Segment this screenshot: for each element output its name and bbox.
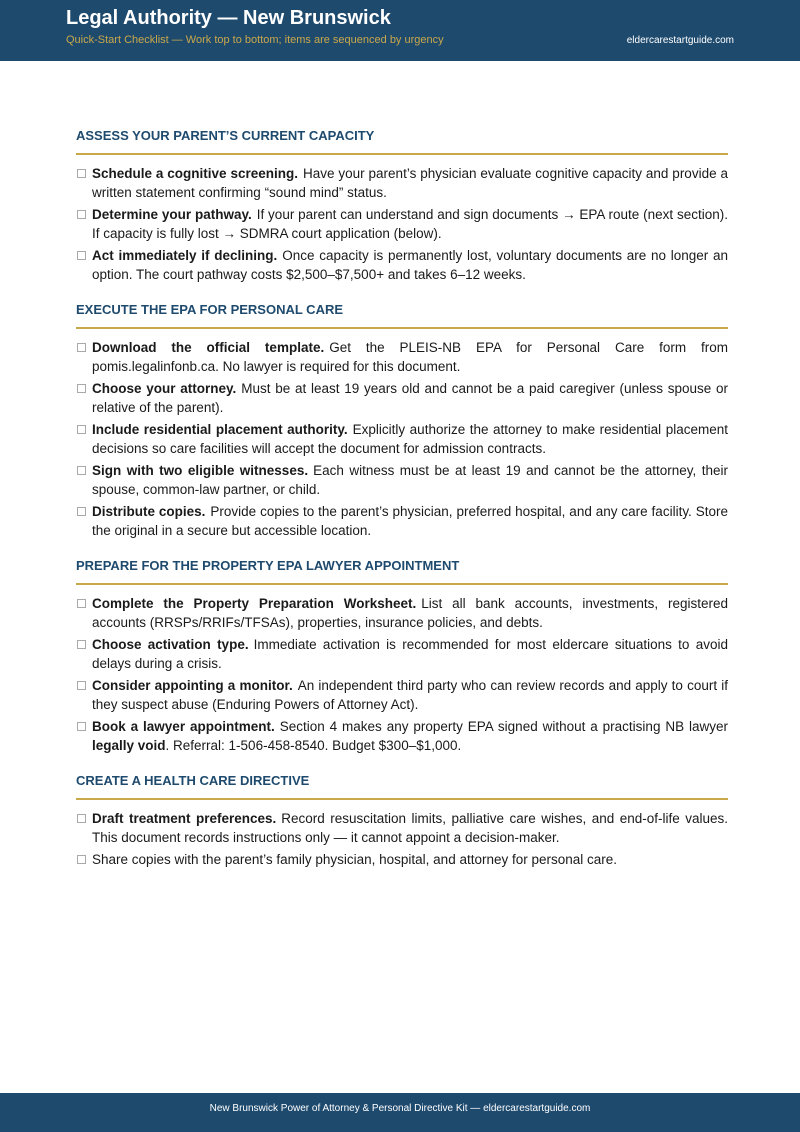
item-text: Have your parent’s physician evaluate cognitive capacity and provide a written statement confirming “sound mind” status.: [92, 166, 728, 200]
item-title: Download the official template.: [92, 340, 325, 355]
checkbox-icon[interactable]: [77, 640, 86, 649]
item-text: Each witness must be at least 19 and cannot be the attorney, their spouse, common-law partner, or child.: [92, 463, 728, 497]
section-heading: EXECUTE THE EPA FOR PERSONAL CARE: [76, 302, 728, 329]
checkbox-icon[interactable]: [77, 425, 86, 434]
item-title: Consider appointing a monitor.: [92, 678, 293, 693]
checklist-item: [76, 380, 728, 417]
section-heading: ASSESS YOUR PARENT’S CURRENT CAPACITY: [76, 128, 728, 155]
section-execute-epa: [76, 302, 728, 540]
checklist-item: [76, 206, 728, 243]
section-heading: CREATE A HEALTH CARE DIRECTIVE: [76, 773, 728, 800]
item-text: List all bank accounts, investments, registered accounts (RRSPs/RRIFs/TFSAs), properties, insurance policies, and debts.: [92, 596, 728, 630]
checklist-item: [76, 247, 728, 284]
item-text: Explicitly authorize the attorney to make residential placement decisions so care facilities will accept the document for admission contracts.: [92, 422, 728, 456]
item-title: Act immediately if declining.: [92, 248, 278, 263]
checklist-item: [76, 718, 728, 755]
item-text: Once capacity is permanently lost, voluntary documents are no longer an option. The court pathway costs $2,500–$7,500+ and takes 6–12 weeks.: [92, 248, 728, 282]
item-title: Draft treatment preferences.: [92, 811, 277, 826]
section-assess-capacity: [76, 128, 728, 284]
checklist-item: [76, 165, 728, 202]
item-title: Choose your attorney.: [92, 381, 237, 396]
checklist-item: [76, 595, 728, 632]
checkbox-icon[interactable]: [77, 169, 86, 178]
item-title: Determine your pathway.: [92, 207, 252, 222]
item-text: Record resuscitation limits, palliative care wishes, and end-of-life values. This document records instructions only — it cannot appoint a decision-maker.: [92, 811, 728, 845]
checklist-item: [76, 462, 728, 499]
checkbox-icon[interactable]: [77, 343, 86, 352]
item-text-tail: . Referral: 1-506-458-8540. Budget $300–$1,000.: [165, 737, 462, 753]
checkbox-icon[interactable]: [77, 466, 86, 475]
checklist-item: [76, 503, 728, 540]
item-title: Choose activation type.: [92, 637, 249, 652]
section-heading: PREPARE FOR THE PROPERTY EPA LAWYER APPOINTMENT: [76, 558, 728, 585]
checklist-content: [76, 128, 728, 888]
header-site: eldercarestartguide.com: [626, 35, 734, 46]
page-footer: [0, 1093, 800, 1132]
item-text: Get the PLEIS-NB EPA for Personal Care form from pomis.legalinfonb.ca. No lawyer is required for this document.: [92, 340, 728, 374]
item-text: Immediate activation is recommended for most eldercare situations to avoid delays during a crisis.: [92, 637, 728, 671]
checklist-item: [76, 339, 728, 376]
checkbox-icon[interactable]: [77, 681, 86, 690]
checklist-item: [76, 421, 728, 458]
item-text: Share copies with the parent’s family physician, hospital, and attorney for personal care.: [92, 852, 618, 867]
section-property-epa: [76, 558, 728, 755]
item-title: Complete the Property Preparation Worksheet.: [92, 596, 417, 611]
checkbox-icon[interactable]: [77, 599, 86, 608]
checkbox-icon[interactable]: [77, 722, 86, 731]
item-text: An independent third party who can review records and apply to court if they suspect abuse (Enduring Powers of Attorney Act).: [92, 678, 728, 712]
item-emphasis: legally void: [92, 737, 166, 753]
checkbox-icon[interactable]: [77, 251, 86, 260]
page-header: [0, 0, 800, 61]
checkbox-icon[interactable]: [77, 210, 86, 219]
checkbox-icon[interactable]: [77, 855, 86, 864]
item-text: If your parent can understand and sign documents → EPA route (next section). If capacity is fully lost → SDMRA court application (below).: [92, 207, 729, 241]
item-title: Distribute copies.: [92, 504, 206, 519]
checklist-item: [76, 851, 728, 870]
checkbox-icon[interactable]: [77, 507, 86, 516]
checkbox-icon[interactable]: [77, 384, 86, 393]
item-text: Section 4 makes any property EPA signed without a practising NB lawyer: [279, 719, 728, 734]
checkbox-icon[interactable]: [77, 814, 86, 823]
item-text: Must be at least 19 years old and cannot be a paid caregiver (unless spouse or relative of the parent).: [92, 381, 728, 415]
page-title: Legal Authority — New Brunswick: [66, 7, 391, 29]
checklist-item: [76, 677, 728, 714]
item-title: Book a lawyer appointment.: [92, 719, 275, 734]
checklist-item: [76, 636, 728, 673]
section-health-directive: [76, 773, 728, 870]
item-title: Sign with two eligible witnesses.: [92, 463, 309, 478]
page-subtitle: Quick-Start Checklist — Work top to bottom; items are sequenced by urgency: [66, 34, 444, 46]
item-title: Include residential placement authority.: [92, 422, 348, 437]
checklist-item: [76, 810, 728, 847]
footer-text: New Brunswick Power of Attorney & Personal Directive Kit — eldercarestartguide.com: [209, 1103, 591, 1114]
item-title: Schedule a cognitive screening.: [92, 166, 298, 181]
item-text: Provide copies to the parent’s physician, preferred hospital, and any care facility. Store the original in a secure but accessible location.: [92, 504, 728, 538]
